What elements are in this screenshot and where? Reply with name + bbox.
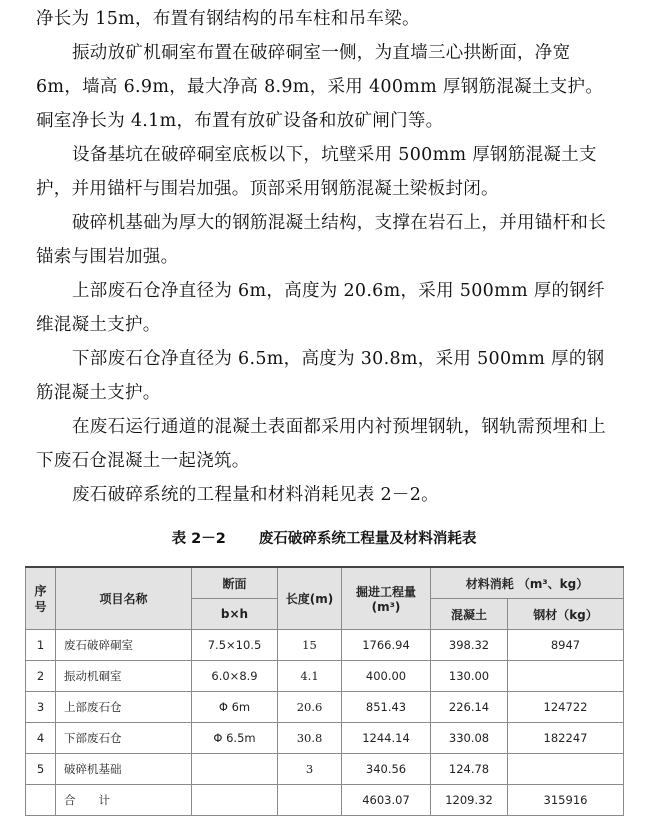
header-section: 断面	[192, 567, 278, 599]
table-row	[26, 723, 624, 754]
cell-seq: 5	[26, 754, 56, 785]
cell-steel: 124722	[508, 692, 624, 723]
table-row	[26, 692, 624, 723]
cell-length: 3	[278, 754, 342, 785]
cell-steel	[508, 754, 624, 785]
cell-section: Φ 6.5m	[192, 723, 278, 754]
cell-seq: 4	[26, 723, 56, 754]
paragraph-5: 上部废石仓净直径为 6m，高度为 20.6m，采用 500mm 厚的钢纤维混凝土支护。	[36, 281, 605, 335]
paragraph-4: 破碎机基础为厚大的钢筋混凝土结构，支撑在岩石上，并用锚杆和长锚索与围岩加强。	[36, 213, 606, 267]
cell-total-concrete: 1209.32	[431, 785, 508, 816]
paragraph-1: 净长为 15m，布置有钢结构的吊车柱和吊车梁。	[36, 9, 420, 29]
header-volume-label: 掘进工程量	[355, 585, 416, 599]
table-total-row	[26, 785, 624, 816]
cell-seq: 3	[26, 692, 56, 723]
cell-name: 破碎机基础	[56, 754, 192, 785]
paragraph-7: 在废石运行通道的混凝土表面都采用内衬预埋钢轨，钢轨需预埋和上下废石仓混凝土一起浇筑。	[36, 417, 606, 471]
header-steel: 钢材（kg）	[508, 599, 624, 630]
cell-volume: 340.56	[342, 754, 431, 785]
header-materials: 材料消耗 （m³、kg）	[431, 567, 624, 599]
cell-volume: 1766.94	[342, 630, 431, 661]
cell-name: 上部废石仓	[56, 692, 192, 723]
cell-total-volume: 4603.07	[342, 785, 431, 816]
cell-section: 7.5×10.5	[192, 630, 278, 661]
cell-seq: 1	[26, 630, 56, 661]
header-length: 长度(m)	[278, 567, 342, 630]
header-volume-unit: (m³)	[371, 600, 401, 614]
paragraph-8: 废石破碎系统的工程量和材料消耗见表 2－2。	[72, 485, 439, 505]
cell-section: Φ 6m	[192, 692, 278, 723]
cell-concrete: 398.32	[431, 630, 508, 661]
cell-total-steel: 315916	[508, 785, 624, 816]
cell-length-empty	[278, 785, 342, 816]
cell-section	[192, 754, 278, 785]
cell-steel: 8947	[508, 630, 624, 661]
header-section-sub: b×h	[192, 599, 278, 630]
header-seq: 序号	[26, 567, 56, 630]
cell-seq-empty	[26, 785, 56, 816]
cell-steel	[508, 661, 624, 692]
cell-concrete: 130.00	[431, 661, 508, 692]
table-row	[26, 661, 624, 692]
table-header-row	[26, 567, 624, 599]
paragraph-6: 下部废石仓净直径为 6.5m，高度为 30.8m，采用 500mm 厚的钢筋混凝土支护。	[36, 349, 605, 403]
cell-name: 废石破碎硐室	[56, 630, 192, 661]
paragraph-3: 设备基坑在破碎硐室底板以下，坑壁采用 500mm 厚钢筋混凝土支护，并用锚杆与围岩加强。顶部采用钢筋混凝土梁板封闭。	[36, 145, 597, 199]
cell-concrete: 124.78	[431, 754, 508, 785]
cell-length: 30.8	[278, 723, 342, 754]
header-name: 项目名称	[56, 567, 192, 630]
cell-length: 4.1	[278, 661, 342, 692]
header-concrete: 混凝土	[431, 599, 508, 630]
table-row	[26, 754, 624, 785]
cell-steel: 182247	[508, 723, 624, 754]
cell-length: 20.6	[278, 692, 342, 723]
cell-total-label: 合 计	[56, 785, 192, 816]
cell-seq: 2	[26, 661, 56, 692]
cell-name: 下部废石仓	[56, 723, 192, 754]
materials-table	[25, 566, 624, 816]
header-volume	[342, 567, 431, 630]
cell-length: 15	[278, 630, 342, 661]
cell-concrete: 226.14	[431, 692, 508, 723]
table-caption	[0, 527, 648, 548]
cell-section-empty	[192, 785, 278, 816]
paragraph-2: 振动放矿机硐室布置在破碎硐室一侧，为直墙三心拱断面，净宽 6m，墙高 6.9m，最大净高 8.9m，采用 400mm 厚钢筋混凝土支护。硐室净长为 4.1m，布置有放矿设备和放矿闸门等。	[36, 43, 604, 131]
table-row	[26, 630, 624, 661]
cell-name: 振动机硐室	[56, 661, 192, 692]
table-caption-number: 表 2－2	[171, 531, 226, 547]
table-caption-title: 废石破碎系统工程量及材料消耗表	[258, 531, 477, 547]
cell-concrete: 330.08	[431, 723, 508, 754]
cell-section: 6.0×8.9	[192, 661, 278, 692]
cell-volume: 400.00	[342, 661, 431, 692]
cell-volume: 851.43	[342, 692, 431, 723]
cell-volume: 1244.14	[342, 723, 431, 754]
